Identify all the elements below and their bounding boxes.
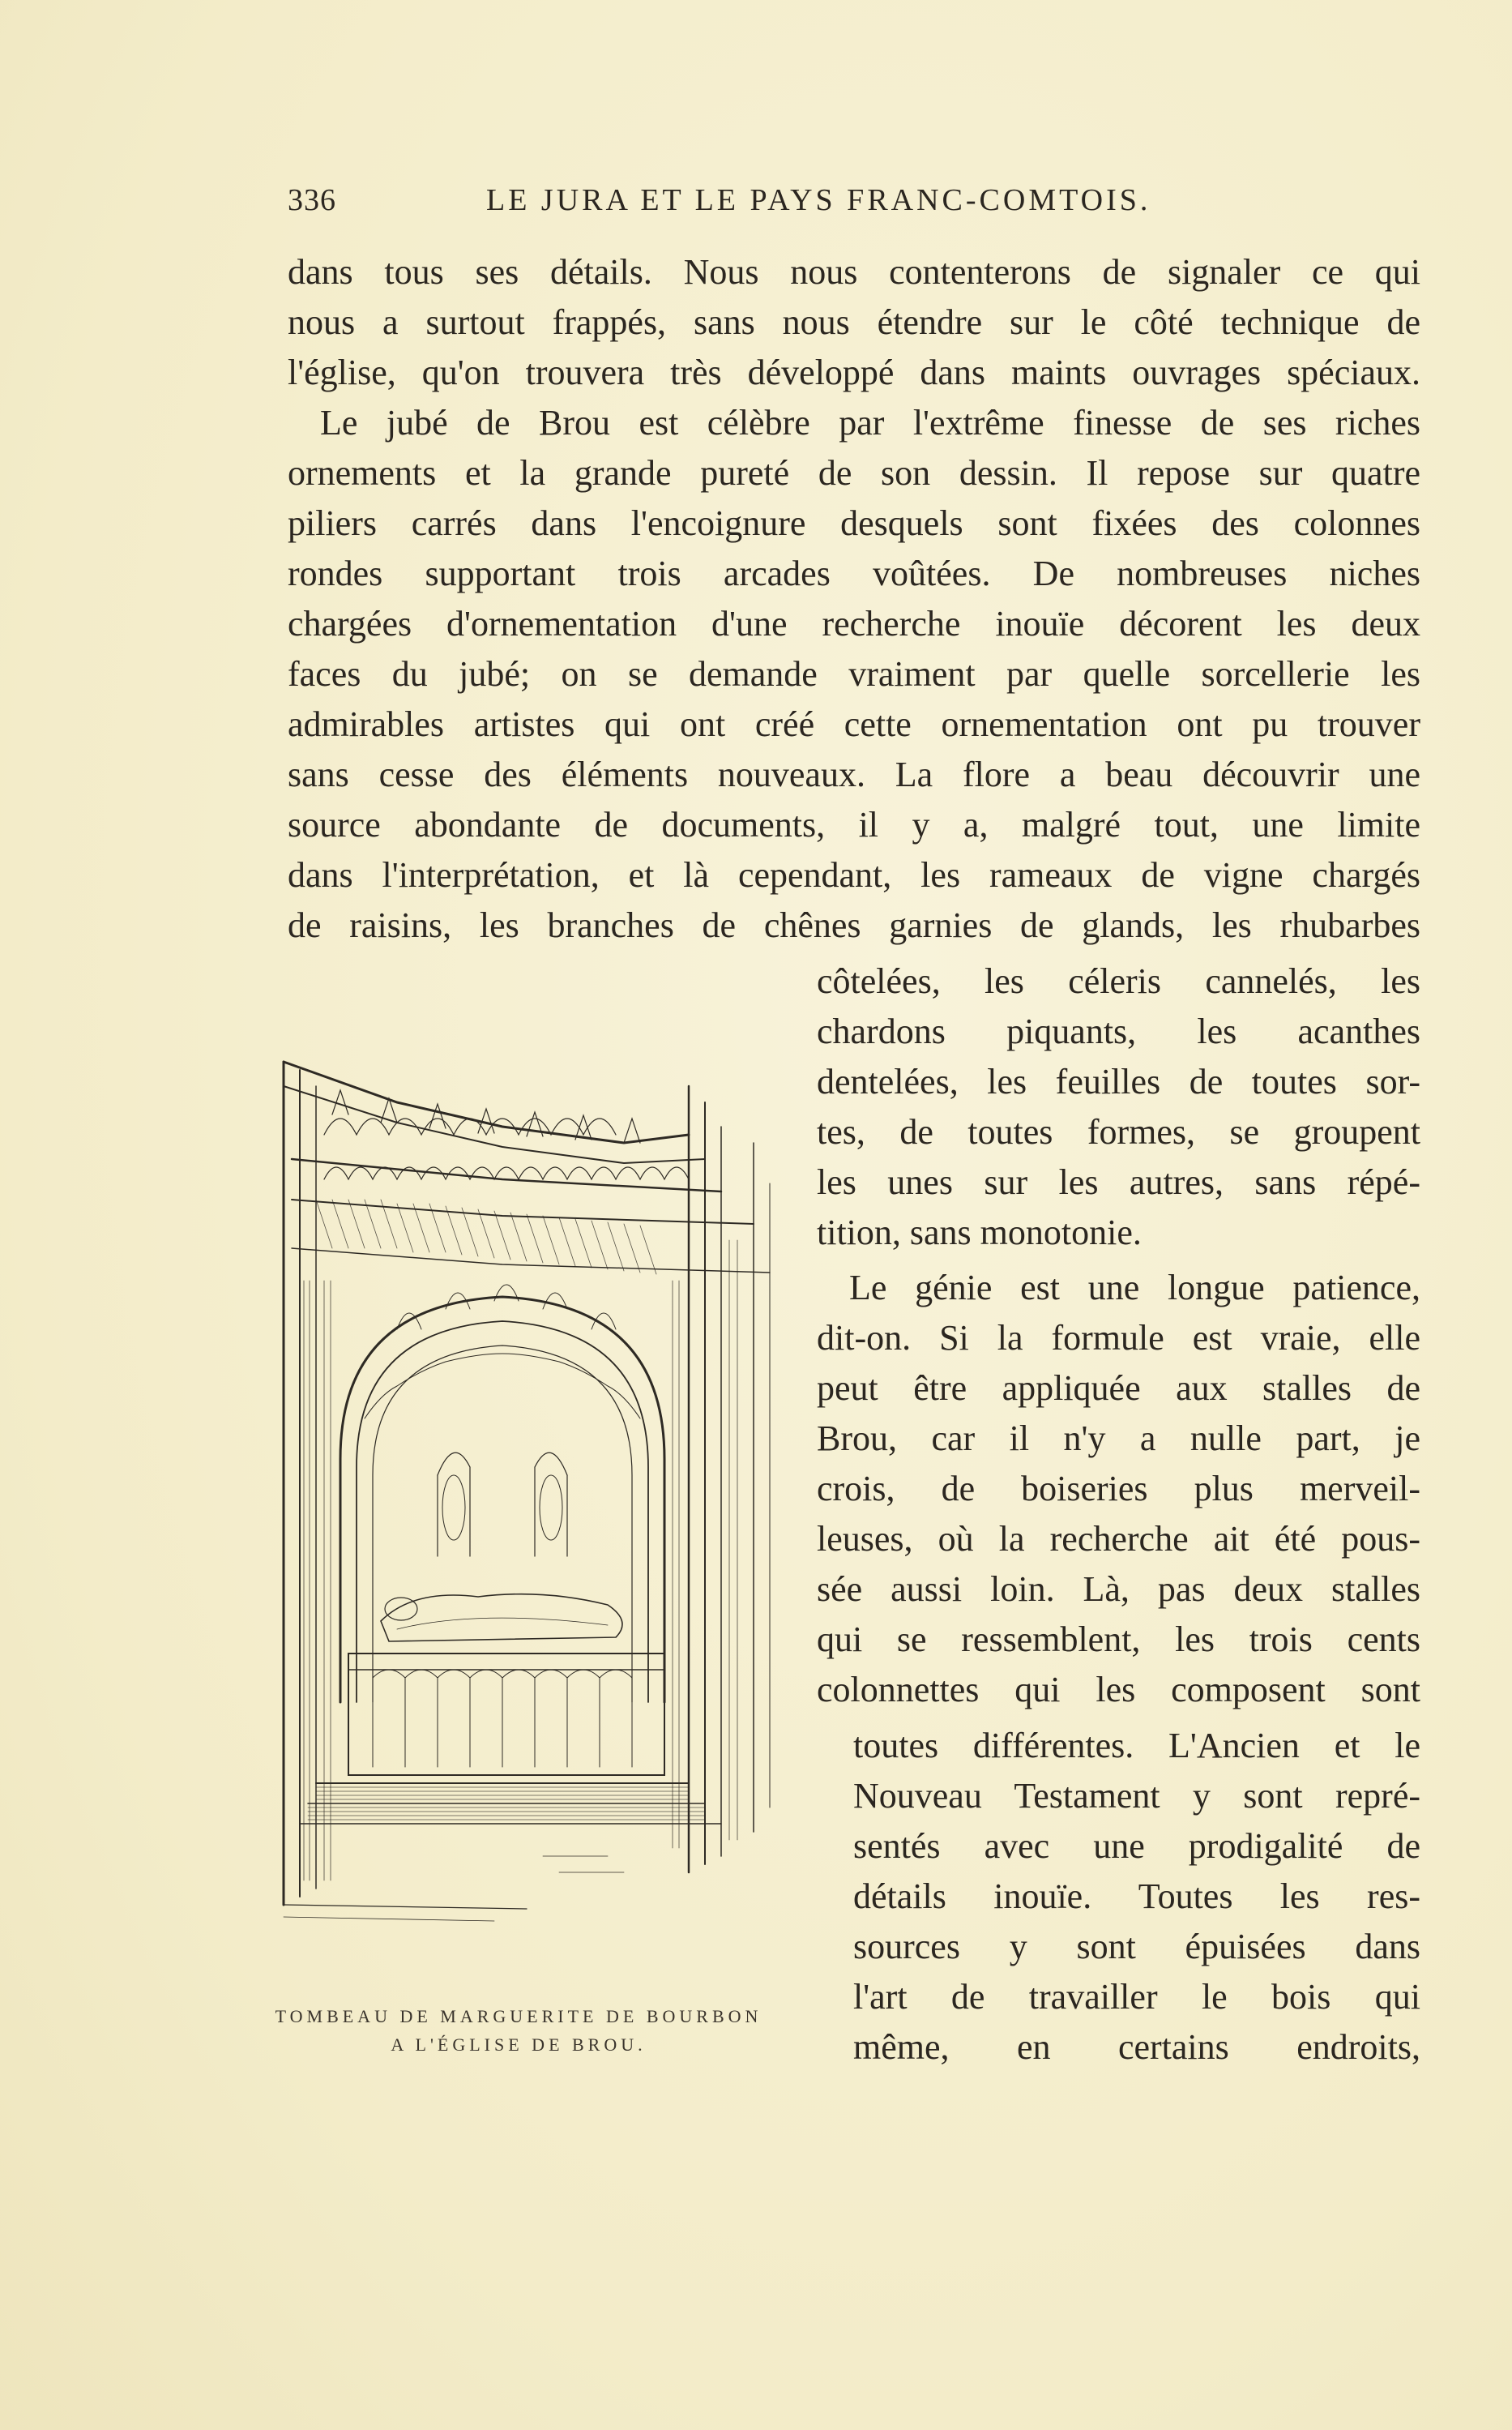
- figure-caption-line-1: TOMBEAU DE MARGUERITE DE BOURBON: [275, 2006, 762, 2026]
- text-line: crois, de boiseries plus merveil-: [817, 1469, 1420, 1508]
- text-line: de raisins, les branches de chênes garnies de glands, les rhubarbes: [288, 905, 1420, 945]
- text-line: admirables artistes qui ont créé cette ornementation ont pu trouver: [288, 704, 1420, 744]
- text-line: même, en certains endroits,: [853, 2027, 1420, 2067]
- text-line: leuses, où la recherche ait été pous-: [817, 1519, 1420, 1559]
- text-line: source abondante de documents, il y a, malgré tout, une limite: [288, 805, 1420, 845]
- text-line: toutes différentes. L'Ancien et le: [853, 1726, 1420, 1765]
- text-line: nous a surtout frappés, sans nous étendre sur le côté technique de: [288, 302, 1420, 342]
- text-line: l'église, qu'on trouvera très développé dans maints ouvrages spéciaux.: [288, 353, 1420, 392]
- text-line: l'art de travailler le bois qui: [853, 1977, 1420, 2017]
- text-line: Nouveau Testament y sont repré-: [853, 1776, 1420, 1816]
- text-line: chargées d'ornementation d'une recherche inouïe décorent les deux: [288, 604, 1420, 644]
- text-line: dans l'interprétation, et là cependant, les rameaux de vigne chargés: [288, 855, 1420, 895]
- text-line: dans tous ses détails. Nous nous contenterons de signaler ce qui: [288, 252, 1420, 292]
- text-line: ornements et la grande pureté de son dessin. Il repose sur quatre: [288, 453, 1420, 493]
- text-line: sentés avec une prodigalité de: [853, 1826, 1420, 1866]
- text-line: côtelées, les céleris cannelés, les: [817, 961, 1420, 1001]
- text-line: rondes supportant trois arcades voûtées. De nombreuses niches: [288, 554, 1420, 593]
- text-line: piliers carrés dans l'encoignure desquels sont fixées des colonnes: [288, 503, 1420, 543]
- text-line: sans cesse des éléments nouveaux. La flore a beau découvrir une: [288, 755, 1420, 794]
- figure-caption-line-2: A L'ÉGLISE DE BROU.: [391, 2034, 647, 2055]
- text-line: dentelées, les feuilles de toutes sor-: [817, 1062, 1420, 1102]
- text-line: qui se ressemblent, les trois cents: [817, 1619, 1420, 1659]
- text-line: les unes sur les autres, sans répé-: [817, 1162, 1420, 1202]
- running-title: LE JURA ET LE PAYS FRANC-COMTOIS.: [486, 183, 1151, 217]
- text-line: dit-on. Si la formule est vraie, elle: [817, 1318, 1420, 1358]
- text-line: faces du jubé; on se demande vraiment par quelle sorcellerie les: [288, 654, 1420, 694]
- page-header: [288, 182, 1422, 231]
- text-line: détails inouïe. Toutes les res-: [853, 1876, 1420, 1916]
- tomb-engraving: [235, 1037, 818, 1945]
- text-line: tes, de toutes formes, se groupent: [817, 1112, 1420, 1152]
- text-line: colonnettes qui les composent sont: [817, 1670, 1420, 1709]
- text-line: Le jubé de Brou est célèbre par l'extrême finesse de ses riches: [320, 403, 1420, 443]
- text-line: sée aussi loin. Là, pas deux stalles: [817, 1569, 1420, 1609]
- text-line: tition, sans monotonie.: [817, 1213, 1142, 1252]
- text-line: sources y sont épuisées dans: [853, 1927, 1420, 1966]
- text-line: peut être appliquée aux stalles de: [817, 1368, 1420, 1408]
- text-line: Le génie est une longue patience,: [849, 1268, 1420, 1307]
- page-number: 336: [288, 183, 336, 217]
- tomb-illustration: [235, 1037, 818, 1945]
- text-line: chardons piquants, les acanthes: [817, 1012, 1420, 1051]
- text-line: Brou, car il n'y a nulle part, je: [817, 1418, 1420, 1458]
